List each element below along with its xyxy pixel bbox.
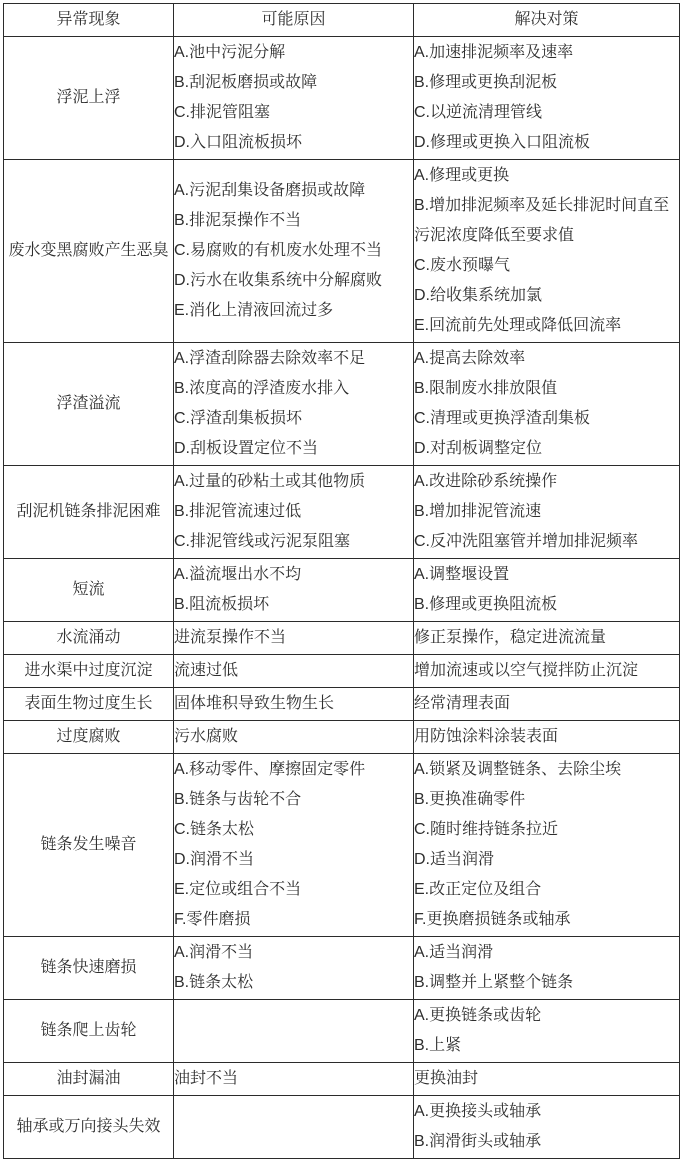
table-row xyxy=(4,1000,680,1063)
table-row xyxy=(4,688,680,721)
solutions-cell xyxy=(414,1063,680,1096)
cause-line: A.润滑不当 xyxy=(174,944,254,961)
causes-cell xyxy=(174,160,414,343)
phenomenon-cell: 链条发生噪音 xyxy=(4,754,174,937)
table-row xyxy=(4,160,680,343)
table-row xyxy=(4,937,680,1000)
cause-line: C.浮渣刮集板损坏 xyxy=(174,410,303,427)
cause-line: 流速过低 xyxy=(174,662,239,679)
solution-line: 修正泵操作，稳定进流流量 xyxy=(414,629,607,646)
solution-line: 更换油封 xyxy=(414,1070,479,1087)
cause-line: A.污泥刮集设备磨损或故障 xyxy=(174,182,366,199)
cause-line: A.移动零件、摩擦固定零件 xyxy=(174,761,366,778)
phenomenon-cell: 轴承或万向接头失效 xyxy=(4,1096,174,1159)
solution-line: B.修理或更换阻流板 xyxy=(414,596,558,613)
solutions-cell xyxy=(414,721,680,754)
solution-line: D.对刮板调整定位 xyxy=(414,440,543,457)
phenomenon-cell: 链条快速磨损 xyxy=(4,937,174,1000)
table-row xyxy=(4,655,680,688)
causes-cell xyxy=(174,622,414,655)
solution-line: A.更换链条或齿轮 xyxy=(414,1007,542,1024)
cause-line: A.溢流堰出水不均 xyxy=(174,566,302,583)
solution-line: C.随时维持链条拉近 xyxy=(414,821,559,838)
solution-line: A.调整堰设置 xyxy=(414,566,510,583)
solutions-cell xyxy=(414,622,680,655)
solutions-cell xyxy=(414,37,680,160)
cause-line: B.链条太松 xyxy=(174,974,254,991)
phenomenon-cell: 表面生物过度生长 xyxy=(4,688,174,721)
phenomenon-cell: 浮泥上浮 xyxy=(4,37,174,160)
cause-line: D.污水在收集系统中分解腐败 xyxy=(174,272,383,289)
phenomenon-cell: 浮渣溢流 xyxy=(4,343,174,466)
solution-line: A.提高去除效率 xyxy=(414,350,526,367)
cause-line: B.刮泥板磨损或故障 xyxy=(174,74,318,91)
cause-line: A.浮渣刮除器去除效率不足 xyxy=(174,350,366,367)
table-row xyxy=(4,37,680,160)
causes-cell xyxy=(174,37,414,160)
phenomenon-cell: 油封漏油 xyxy=(4,1063,174,1096)
table-row xyxy=(4,1096,680,1159)
cause-line: C.易腐败的有机废水处理不当 xyxy=(174,242,383,259)
cause-line: E.定位或组合不当 xyxy=(174,881,302,898)
header-phenomenon: 异常现象 xyxy=(4,4,174,37)
phenomenon-cell: 水流涌动 xyxy=(4,622,174,655)
solutions-cell xyxy=(414,1000,680,1063)
troubleshooting-table xyxy=(3,3,680,1159)
solution-line: D.适当润滑 xyxy=(414,851,495,868)
table-row xyxy=(4,754,680,937)
table-row xyxy=(4,466,680,559)
causes-cell xyxy=(174,754,414,937)
phenomenon-cell: 短流 xyxy=(4,559,174,622)
phenomenon-cell: 过度腐败 xyxy=(4,721,174,754)
cause-line: C.排泥管线或污泥泵阻塞 xyxy=(174,533,351,550)
cause-line: A.过量的砂粘土或其他物质 xyxy=(174,473,366,490)
causes-cell xyxy=(174,1096,414,1159)
cause-line: B.浓度高的浮渣废水排入 xyxy=(174,380,350,397)
causes-cell xyxy=(174,721,414,754)
solution-line: C.废水预曝气 xyxy=(414,257,511,274)
solution-line: B.增加排泥管流速 xyxy=(414,503,542,520)
table-row xyxy=(4,721,680,754)
causes-cell xyxy=(174,937,414,1000)
solutions-cell xyxy=(414,1096,680,1159)
solution-line: E.回流前先处理或降低回流率 xyxy=(414,317,622,334)
solution-line: C.反冲洗阻塞管并增加排泥频率 xyxy=(414,533,639,550)
cause-line: 污水腐败 xyxy=(174,728,239,745)
causes-cell xyxy=(174,1063,414,1096)
solutions-cell xyxy=(414,937,680,1000)
cause-line: A.池中污泥分解 xyxy=(174,44,286,61)
solutions-cell xyxy=(414,655,680,688)
solution-line: A.更换接头或轴承 xyxy=(414,1103,542,1120)
solution-line: E.改正定位及组合 xyxy=(414,881,542,898)
cause-line: F.零件磨损 xyxy=(174,911,251,928)
cause-line: C.排泥管阻塞 xyxy=(174,104,271,121)
cause-line: 进流泵操作不当 xyxy=(174,629,287,646)
solution-line: 用防蚀涂料涂装表面 xyxy=(414,728,559,745)
causes-cell xyxy=(174,1000,414,1063)
phenomenon-cell: 废水变黑腐败产生恶臭 xyxy=(4,160,174,343)
cause-line: D.润滑不当 xyxy=(174,851,255,868)
solutions-cell xyxy=(414,559,680,622)
solution-line: D.修理或更换入口阻流板 xyxy=(414,134,591,151)
causes-cell xyxy=(174,343,414,466)
table-body xyxy=(4,37,680,1159)
solution-line: B.更换准确零件 xyxy=(414,791,526,808)
solution-line: A.适当润滑 xyxy=(414,944,494,961)
solution-line: B.润滑街头或轴承 xyxy=(414,1133,542,1150)
cause-line: D.刮板设置定位不当 xyxy=(174,440,319,457)
solution-line: A.锁紧及调整链条、去除尘埃 xyxy=(414,761,622,778)
solution-line: 增加流速或以空气搅拌防止沉淀 xyxy=(414,662,639,679)
header-solutions: 解决对策 xyxy=(414,4,680,37)
solutions-cell xyxy=(414,754,680,937)
phenomenon-cell: 刮泥机链条排泥困难 xyxy=(4,466,174,559)
header-causes: 可能原因 xyxy=(174,4,414,37)
phenomenon-cell: 进水渠中过度沉淀 xyxy=(4,655,174,688)
causes-cell xyxy=(174,559,414,622)
header-row xyxy=(4,4,680,37)
table-row xyxy=(4,559,680,622)
cause-line: 油封不当 xyxy=(174,1070,239,1087)
solution-line: B.限制废水排放限值 xyxy=(414,380,558,397)
causes-cell xyxy=(174,688,414,721)
solution-line: B.修理或更换刮泥板 xyxy=(414,74,558,91)
cause-line: B.排泥管流速过低 xyxy=(174,503,302,520)
solution-line: F.更换磨损链条或轴承 xyxy=(414,911,571,928)
cause-line: 固体堆积导致生物生长 xyxy=(174,695,335,712)
phenomenon-cell: 链条爬上齿轮 xyxy=(4,1000,174,1063)
solutions-cell xyxy=(414,160,680,343)
solution-line: A.加速排泥频率及速率 xyxy=(414,44,574,61)
solution-line: D.给收集系统加氯 xyxy=(414,287,543,304)
cause-line: D.入口阻流板损坏 xyxy=(174,134,303,151)
solutions-cell xyxy=(414,343,680,466)
solution-line: C.清理或更换浮渣刮集板 xyxy=(414,410,591,427)
causes-cell xyxy=(174,655,414,688)
solution-line: 经常清理表面 xyxy=(414,695,511,712)
solution-line: A.改进除砂系统操作 xyxy=(414,473,558,490)
table-row xyxy=(4,622,680,655)
solution-line: B.增加排泥频率及延长排泥时间直至污泥浓度降低至要求值 xyxy=(414,197,670,244)
cause-line: C.链条太松 xyxy=(174,821,255,838)
causes-cell xyxy=(174,466,414,559)
table-header xyxy=(4,4,680,37)
solution-line: B.上紧 xyxy=(414,1037,462,1054)
solution-line: B.调整并上紧整个链条 xyxy=(414,974,574,991)
table-row xyxy=(4,1063,680,1096)
solutions-cell xyxy=(414,466,680,559)
solutions-cell xyxy=(414,688,680,721)
cause-line: E.消化上清液回流过多 xyxy=(174,302,334,319)
cause-line: B.链条与齿轮不合 xyxy=(174,791,302,808)
cause-line: B.阻流板损坏 xyxy=(174,596,270,613)
cause-line: B.排泥泵操作不当 xyxy=(174,212,302,229)
solution-line: A.修理或更换 xyxy=(414,167,510,184)
solution-line: C.以逆流清理管线 xyxy=(414,104,543,121)
table-row xyxy=(4,343,680,466)
